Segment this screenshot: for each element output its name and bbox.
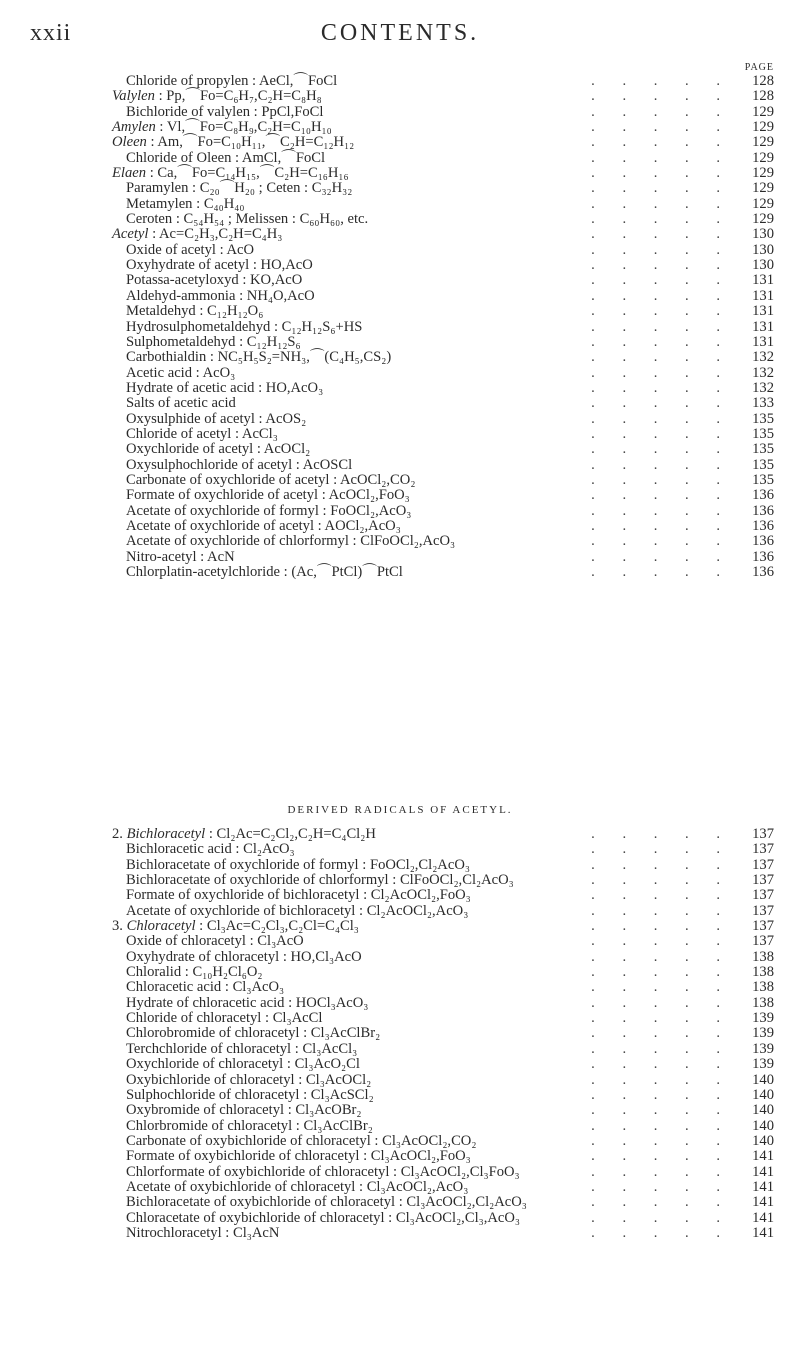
toc-entry-text: Carbonate of oxybichloride of chloracetyl : Cl₃AcOCl₂,CO₂ [126,1132,477,1149]
toc-entry [112,289,776,304]
dot-leader: . . . . . [591,902,732,919]
toc-entry [112,197,776,212]
toc-entry [112,1057,776,1072]
toc-entry-text: Chloride of Oleen : AmCl,⌒FoCl [126,149,326,166]
dot-leader: . . . . . [591,73,732,89]
toc-entry-text: Sulphochloride of chloracetyl : Cl₃AcSCl₂ [126,1086,374,1103]
dot-leader: . . . . . [591,1163,732,1180]
dot-leader: . . . . . [591,1117,732,1134]
toc-entry-text: Acetate of oxychloride of chlorformyl : ClFoOCl₂,AcO₃ [126,533,456,550]
toc-entry [112,181,776,196]
dot-leader: . . . . . [591,1056,732,1073]
toc-page-number: 137 [752,841,774,858]
toc-entry-text: Oxybichloride of chloracetyl : Cl₃AcOCl₂ [126,1071,372,1088]
toc-page-number: 130 [752,257,774,274]
toc-entry-text: Oleen : Am,⌒Fo=C₁₀H₁₁,⌒C₂H=C₁₂H₁₂ [112,134,355,151]
dot-leader: . . . . . [591,241,732,258]
toc-page-number: 137 [752,856,774,873]
page-column-label: PAGE [744,62,774,73]
toc-entry-text: Oxychloride of acetyl : AcOCl₂ [126,441,311,458]
dot-leader: . . . . . [591,303,732,320]
dot-leader: . . . . . [591,471,732,488]
toc-entry-text: Chloralid : C₁₀H₂Cl₆O₂ [126,964,263,981]
toc-entry-text: Oxide of chloracetyl : Cl₃AcO [126,933,304,950]
toc-entry-text: Oxychloride of chloracetyl : Cl₃AcO₂Cl [126,1056,360,1073]
toc-entry [112,1073,776,1088]
toc-entry [112,1134,776,1149]
dot-leader: . . . . . [591,456,732,473]
toc-entry-text: Acetic acid : AcO₃ [126,364,236,381]
dot-leader: . . . . . [591,103,732,120]
toc-entry [112,934,776,949]
dot-leader: . . . . . [591,134,732,151]
toc-page-number: 139 [752,1056,774,1073]
toc-entry [112,350,776,365]
toc-entry-text: Oxyhydrate of acetyl : HO,AcO [126,257,313,274]
toc-page-number: 128 [752,88,774,105]
toc-entry [112,1226,776,1241]
toc-entry [112,1088,776,1103]
toc-page-number: 139 [752,1025,774,1042]
toc-page-number: 138 [752,948,774,965]
toc-page-number: 135 [752,471,774,488]
toc-page-number: 129 [752,165,774,182]
toc-entry-text: Bichloride of valylen : PpCl,FoCl [126,103,324,120]
section-heading: DERIVED RADICALS OF ACETYL. [287,804,513,816]
toc-entry-text: Formate of oxychloride of acetyl : AcOCl₂,FoO₃ [126,487,410,504]
dot-leader: . . . . . [591,1010,732,1027]
toc-entry-text: Bichloracetate of oxychloride of formyl : FoOCl₂,Cl₂AcO₃ [126,856,470,873]
toc-page-number: 131 [752,287,774,304]
toc-entry-text: Oxybromide of chloracetyl : Cl₃AcOBr₂ [126,1102,362,1119]
page-folio: xxii [30,20,72,46]
toc-entry [112,1103,776,1118]
toc-page-number: 129 [752,149,774,166]
toc-entry-text: Terchchloride of chloracetyl : Cl₃AcCl₃ [126,1040,358,1057]
toc-page-number: 136 [752,533,774,550]
toc-entry [112,1119,776,1134]
toc-entry [112,1026,776,1041]
toc-page-number: 129 [752,195,774,212]
toc-page-number: 136 [752,548,774,565]
toc-entry-text: Acetate of oxychloride of acetyl : AOCl₂,AcO₃ [126,517,401,534]
toc-entry [112,304,776,319]
toc-entry-text: Potassa-acetyloxyd : KO,AcO [126,272,303,289]
toc-entry-text: Hydrate of chloracetic acid : HOCl₃AcO₃ [126,994,369,1011]
toc-page-number: 131 [752,333,774,350]
toc-entry [112,320,776,335]
toc-page-number: 141 [752,1194,774,1211]
toc-page-number: 139 [752,1040,774,1057]
dot-leader: . . . . . [591,395,732,412]
toc-entry-text: Valylen : Pp,⌒Fo=C₆H₇,C₂H=C₈H₈ [112,88,322,105]
toc-entry [112,504,776,519]
dot-leader: . . . . . [591,502,732,519]
toc-entry-text: Hydrate of acetic acid : HO,AcO₃ [126,379,324,396]
toc-entry-text: Formate of oxychloride of bichloracetyl : Cl₂AcOCl₂,FoO₃ [126,887,471,904]
toc-entry [112,243,776,258]
toc-entry [112,412,776,427]
toc-page-number: 141 [752,1148,774,1165]
dot-leader: . . . . . [591,1071,732,1088]
toc-page-number: 129 [752,134,774,151]
toc-entry-text: Elaen : Ca,⌒Fo=C₁₄H₁₅,⌒C₂H=C₁₆H₁₆ [112,165,349,182]
toc-entry-text: Metamylen : C₄₀H₄₀ [126,195,245,212]
toc-entry [112,996,776,1011]
dot-leader: . . . . . [591,410,732,427]
toc-entry [112,458,776,473]
toc-entry [112,105,776,120]
toc-entry-text: Sulphometaldehyd : C₁₂H₁₂S₆ [126,333,301,350]
toc-entry [112,1180,776,1195]
dot-leader: . . . . . [591,856,732,873]
toc-page-number: 131 [752,318,774,335]
dot-leader: . . . . . [591,487,732,504]
toc-entry-text: Amylen : Vl,⌒Fo=C₈H₉,C₂H=C₁₀H₁₀ [112,119,332,136]
toc-page-number: 140 [752,1132,774,1149]
toc-entry-text: Acetate of oxychloride of bichloracetyl : Cl₂AcOCl₂,AcO₃ [126,902,469,919]
toc-entry [112,488,776,503]
toc-entry [112,519,776,534]
page-title: CONTENTS. [320,20,480,46]
toc-page-number: 132 [752,379,774,396]
dot-leader: . . . . . [591,887,732,904]
dot-leader: . . . . . [591,257,732,274]
toc-entry-text: Chloride of chloracetyl : Cl₃AcCl [126,1010,323,1027]
toc-page-number: 130 [752,226,774,243]
toc-page-number: 128 [752,73,774,89]
toc-entry [112,442,776,457]
toc-entry [112,1195,776,1210]
toc-page-number: 136 [752,487,774,504]
dot-leader: . . . . . [591,964,732,981]
toc-entry [112,858,776,873]
toc-entry-text: Carbothialdin : NC₅H₅S₂=NH₃,⌒(C₄H₅,CS₂) [126,349,392,366]
dot-leader: . . . . . [591,826,732,842]
dot-leader: . . . . . [591,441,732,458]
toc-entry-text: Nitro-acetyl : AcN [126,548,235,565]
toc-entry [112,89,776,104]
toc-entry-text: Ceroten : C₅₄H₅₄ ; Melissen : C₆₀H₆₀, etc. [126,211,369,228]
toc-entry [112,965,776,980]
toc-entry [112,258,776,273]
dot-leader: . . . . . [591,564,732,580]
toc-entry [112,1211,776,1226]
toc-page-number: 135 [752,410,774,427]
toc-page-number: 135 [752,441,774,458]
toc-entry [112,980,776,995]
toc-entry-text: Chlorobromide of chloracetyl : Cl₃AcClBr₂ [126,1025,381,1042]
toc-page-number: 132 [752,364,774,381]
toc-page-number: 129 [752,103,774,120]
toc-entry [112,366,776,381]
toc-page-number: 137 [752,918,774,935]
dot-leader: . . . . . [591,1194,732,1211]
toc-entry [112,396,776,411]
toc-entry [112,842,776,857]
toc-entry-text: Nitrochloracetyl : Cl₃AcN [126,1224,280,1241]
dot-leader: . . . . . [591,948,732,965]
toc-entry-text: Oxyhydrate of chloracetyl : HO,Cl₃AcO [126,948,362,965]
toc-entry [112,888,776,903]
toc-entry [112,227,776,242]
toc-entry-text: 3. Chloracetyl : Cl₃Ac=C₂Cl₃,C₂Cl=C₄Cl₃ [112,918,359,935]
toc-entry-text: Bichloracetate of oxychloride of chlorformyl : ClFoOCl₂,Cl₂AcO₃ [126,872,514,889]
toc-page-number: 129 [752,119,774,136]
toc-entry [112,1149,776,1164]
toc-page-number: 138 [752,964,774,981]
dot-leader: . . . . . [591,165,732,182]
toc-entry [112,1042,776,1057]
toc-entry-text: Oxide of acetyl : AcO [126,241,255,258]
toc-entry-text: Acetate of oxychloride of formyl : FoOCl₂,AcO₃ [126,502,412,519]
toc-entry-text: Paramylen : C₂₀⌒H₂₀ ; Ceten : C₃₂H₃₂ [126,180,353,197]
toc-entry-text: Formate of oxybichloride of chloracetyl : Cl₃AcOCl₂,FoO₃ [126,1148,471,1165]
dot-leader: . . . . . [591,1178,732,1195]
toc-page-number: 137 [752,826,774,842]
contents-list-derived-radicals [112,827,776,1241]
dot-leader: . . . . . [591,1040,732,1057]
toc-entry-text: Chloride of acetyl : AcCl₃ [126,425,278,442]
dot-leader: . . . . . [591,425,732,442]
dot-leader: . . . . . [591,211,732,228]
toc-entry [112,550,776,565]
dot-leader: . . . . . [591,287,732,304]
toc-page-number: 141 [752,1209,774,1226]
dot-leader: . . . . . [591,88,732,105]
toc-entry-text: Chlorformate of oxybichloride of chloracetyl : Cl₃AcOCl₂,Cl₃FoO₃ [126,1163,520,1180]
dot-leader: . . . . . [591,226,732,243]
dot-leader: . . . . . [591,180,732,197]
dot-leader: . . . . . [591,979,732,996]
toc-page-number: 138 [752,994,774,1011]
toc-page-number: 140 [752,1102,774,1119]
toc-page-number: 131 [752,303,774,320]
toc-page-number: 137 [752,902,774,919]
dot-leader: . . . . . [591,1209,732,1226]
toc-entry [112,565,776,580]
toc-page-number: 140 [752,1071,774,1088]
toc-entry [112,534,776,549]
dot-leader: . . . . . [591,1025,732,1042]
dot-leader: . . . . . [591,533,732,550]
toc-page-number: 141 [752,1178,774,1195]
toc-entry-text: Aldehyd-ammonia : NH₄O,AcO [126,287,315,304]
toc-entry [112,1165,776,1180]
dot-leader: . . . . . [591,841,732,858]
toc-entry [112,904,776,919]
toc-entry-text: Metaldehyd : C₁₂H₁₂O₆ [126,303,264,320]
toc-entry-text: Oxysulphide of acetyl : AcOS₂ [126,410,307,427]
toc-page-number: 141 [752,1163,774,1180]
dot-leader: . . . . . [591,149,732,166]
toc-entry-text: Carbonate of oxychloride of acetyl : AcOCl₂,CO₂ [126,471,416,488]
dot-leader: . . . . . [591,379,732,396]
dot-leader: . . . . . [591,517,732,534]
toc-entry [112,827,776,842]
dot-leader: . . . . . [591,195,732,212]
toc-page-number: 137 [752,872,774,889]
toc-page-number: 129 [752,180,774,197]
toc-page-number: 132 [752,349,774,366]
toc-entry [112,335,776,350]
toc-entry-text: Chloride of propylen : AeCl,⌒FoCl [126,73,338,89]
toc-page-number: 136 [752,517,774,534]
dot-leader: . . . . . [591,1132,732,1149]
contents-list-acetyl [112,74,776,580]
toc-page-number: 136 [752,502,774,519]
toc-entry-text: Chlorplatin-acetylchloride : (Ac,⌒PtCl)⌒PtCl [126,564,403,580]
toc-entry-text: Salts of acetic acid [126,395,236,412]
toc-entry-text: Acetyl : Ac=C₂H₃,C₂H=C₄H₃ [112,226,283,243]
toc-entry [112,381,776,396]
dot-leader: . . . . . [591,1102,732,1119]
dot-leader: . . . . . [591,1224,732,1241]
toc-page-number: 130 [752,241,774,258]
toc-page-number: 137 [752,887,774,904]
toc-page-number: 135 [752,456,774,473]
dot-leader: . . . . . [591,119,732,136]
dot-leader: . . . . . [591,933,732,950]
toc-entry-text: 2. Bichloracetyl : Cl₂Ac=C₂Cl₂,C₂H=C₄Cl₂H [112,826,376,842]
toc-page-number: 131 [752,272,774,289]
toc-page-number: 140 [752,1086,774,1103]
toc-entry [112,273,776,288]
toc-entry [112,950,776,965]
toc-page-number: 141 [752,1224,774,1241]
toc-page-number: 133 [752,395,774,412]
toc-entry [112,212,776,227]
toc-page-number: 139 [752,1010,774,1027]
dot-leader: . . . . . [591,318,732,335]
toc-entry-text: Chloracetic acid : Cl₃AcO₃ [126,979,285,996]
dot-leader: . . . . . [591,1148,732,1165]
dot-leader: . . . . . [591,349,732,366]
toc-page-number: 136 [752,564,774,580]
dot-leader: . . . . . [591,1086,732,1103]
toc-entry-text: Chlorbromide of chloracetyl : Cl₃AcClBr₂ [126,1117,373,1134]
toc-page-number: 137 [752,933,774,950]
toc-entry [112,427,776,442]
dot-leader: . . . . . [591,364,732,381]
toc-entry-text: Hydrosulphometaldehyd : C₁₂H₁₂S₆+HS [126,318,363,335]
toc-entry-text: Chloracetate of oxybichloride of chloracetyl : Cl₃AcOCl₂,Cl₃,AcO₃ [126,1209,521,1226]
toc-entry [112,473,776,488]
toc-entry [112,873,776,888]
running-head [0,20,800,60]
toc-page-number: 138 [752,979,774,996]
toc-entry [112,1011,776,1026]
toc-page-number: 135 [752,425,774,442]
dot-leader: . . . . . [591,548,732,565]
toc-entry [112,135,776,150]
toc-entry-text: Acetate of oxybichloride of chloracetyl : Cl₃AcOCl₂,AcO₃ [126,1178,469,1195]
toc-entry-text: Bichloracetic acid : Cl₂AcO₃ [126,841,295,858]
dot-leader: . . . . . [591,994,732,1011]
toc-entry [112,151,776,166]
dot-leader: . . . . . [591,918,732,935]
toc-entry [112,919,776,934]
toc-page-number: 140 [752,1117,774,1134]
dot-leader: . . . . . [591,272,732,289]
dot-leader: . . . . . [591,872,732,889]
dot-leader: . . . . . [591,333,732,350]
toc-entry-text: Oxysulphochloride of acetyl : AcOSCl [126,456,353,473]
toc-page-number: 129 [752,211,774,228]
toc-entry-text: Bichloracetate of oxybichloride of chloracetyl : Cl₃AcOCl₂,Cl₂AcO₃ [126,1194,527,1211]
